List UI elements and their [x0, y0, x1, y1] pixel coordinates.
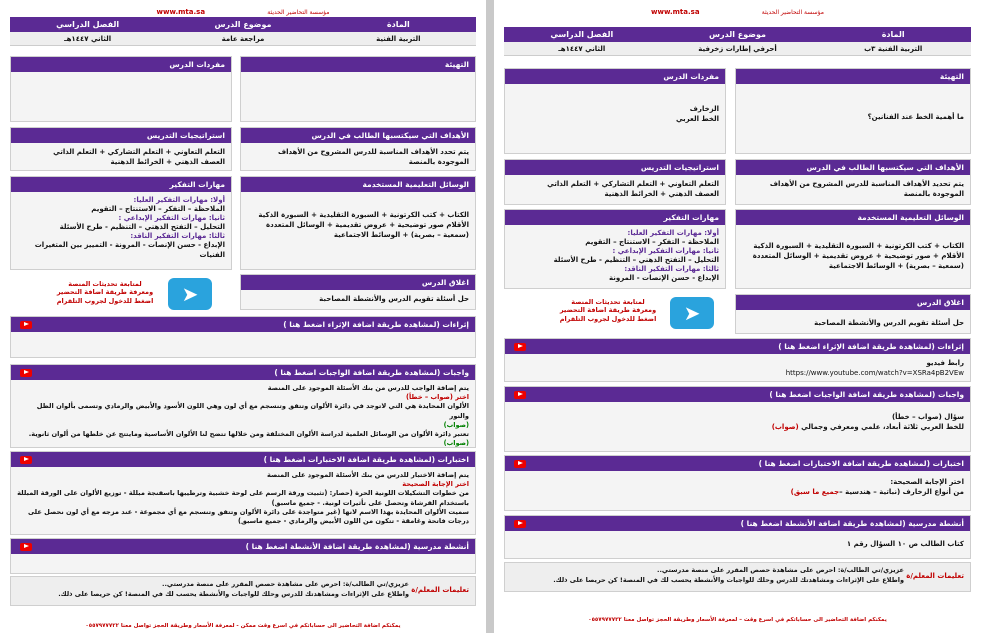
tests-l6: درجات فاتحة وغامقة - تتكون من اللون الأبيض والرمادي - جميع ماسبق)	[238, 517, 469, 526]
activities-title[interactable]	[505, 516, 970, 531]
skills-section	[504, 209, 726, 289]
goals-section	[735, 159, 971, 205]
skills-h3: ثالثا: مهارات التفكير الناقد:	[130, 232, 225, 241]
header-value-subject: التربية الفنية	[376, 35, 421, 43]
telegram-icon[interactable]: ➤	[168, 278, 212, 310]
skills-section	[10, 176, 232, 270]
tests-section	[10, 451, 476, 535]
intro-section	[240, 56, 476, 122]
header-label-term: الفصل الدراسي	[56, 20, 120, 29]
skills-title: مهارات التفكير	[11, 177, 231, 192]
youtube-icon[interactable]	[514, 343, 526, 351]
homework-l2: اختر (صواب – خطأ)	[405, 393, 469, 402]
page-footer: يمكنكم اضافة التحاضير الى حساباتكم في اسرع وقت ممكن - لمعرفة الأسعار وطريقة الحجز تواصل معنا ٠٥٥٧٩٧٧٧٢٢	[85, 623, 401, 629]
tools-line3: (سمعية – بصرية) + الوسائط الاجتماعية	[333, 231, 469, 240]
skills-h1: أولا: مهارات التفكير العليا:	[133, 196, 225, 204]
homework-title-text: واجبات (لمشاهدة طريقة اضافة الواجبات اضغط هنا )	[769, 390, 964, 399]
promo-line2: ومعرفة طريقة اضافة التحضير	[559, 306, 657, 315]
tools-title: الوسائل التعليمية المستخدمة	[736, 210, 970, 225]
activities-title-text: أنشطة مدرسية (لمشاهدة طريقة اضافة الأنشطة اضغط هنا )	[740, 519, 964, 528]
strategies-line2: العصف الذهني + الخرائط الذهنية	[110, 158, 225, 167]
vocab-title: مفردات الدرس	[505, 69, 725, 84]
goals-text: يتم تحديد الأهداف المناسبة للدرس المشروح من الأهداف الموجودة بالمنصة	[769, 180, 964, 199]
homework-l3: (صواب)	[771, 423, 799, 432]
activities-title-text: أنشطة مدرسية (لمشاهدة طريقة اضافة الأنشطة اضغط هنا )	[245, 542, 469, 551]
enrich-title-text: إثراءات (لمشاهدة طريقة اضافة الإثراء اضغط هنا )	[283, 320, 469, 329]
header-value-topic: أحرفي إطارات زخرفية	[698, 45, 777, 53]
header-value-term: الثاني ١٤٤٧هـ	[64, 35, 112, 43]
org-name: مؤسسة التحاضير الحديثة	[761, 9, 824, 16]
page-footer: يمكنكم اضافة التحاضير الى حساباتكم في اسرع وقت – لمعرفة الأسعار وطريقة الحجز تواصل معنا ٠٥٥٧٩٧٧٧٢٢	[588, 617, 887, 623]
skills-h2: ثانيا: مهارات التفكير الإبداعي :	[612, 247, 719, 256]
tests-l2: اختر الإجابة الصحيحة	[402, 480, 469, 489]
header-label-term: الفصل الدراسي	[550, 30, 614, 39]
skills-l2: التحليل – التفتح الذهني – التنظيم - طرح الأسئلة	[59, 223, 225, 232]
site-link[interactable]: www.mta.sa	[156, 8, 206, 16]
tests-l3: جميع ما سبق)	[790, 488, 840, 497]
homework-title[interactable]	[11, 365, 475, 380]
intro-title: التهيئة	[736, 69, 970, 84]
enrich-section	[10, 316, 476, 358]
vocab-title: مفردات الدرس	[11, 57, 231, 72]
teacher-notes	[504, 562, 971, 592]
header-labels	[504, 27, 971, 42]
skills-l2: التحليل – التفتح الذهني – التنظيم - طرح الأسئلة	[553, 256, 719, 265]
tests-l1: اختر الإجابة الصحيحة:	[890, 478, 964, 486]
intro-section	[735, 68, 971, 154]
tools-line1: الكتاب + كتب الكرتونية + السبورة التقليدية + السبورة الذكية	[258, 211, 469, 219]
strategies-section	[504, 159, 726, 205]
youtube-icon[interactable]	[20, 321, 32, 329]
homework-l6: (صواب)	[443, 439, 469, 448]
tests-title[interactable]	[11, 452, 475, 467]
tools-line1: الكتاب + كتب الكرتونية + السبورة التقليدية + السبورة الذكية	[753, 242, 964, 250]
header-label-topic: موضوع الدرس	[214, 20, 272, 29]
enrich-title-text: إثراءات (لمشاهدة طريقة اضافة الإثراء اضغط هنا )	[778, 342, 964, 351]
page-left	[0, 0, 486, 633]
vocab-section	[10, 56, 232, 122]
activities-section	[10, 538, 476, 574]
homework-l1: سؤال (صواب – خطأ)	[891, 413, 964, 421]
homework-title[interactable]	[505, 387, 970, 402]
skills-l1: الملاحظة – التفكر – الاستنتاج – التقويم	[91, 205, 225, 214]
strategies-line1: التعلم التعاوني + التعلم التشاركي + التعلم الذاتي	[53, 148, 225, 156]
intro-title: التهيئة	[241, 57, 475, 72]
tools-title: الوسائل التعليمية المستخدمة	[241, 177, 475, 192]
youtube-icon[interactable]	[514, 460, 526, 468]
homework-section	[10, 364, 476, 448]
tests-title-text: اختبارات (لمشاهدة طريقة اضافة الاختبارات اضغط هنا )	[758, 459, 964, 468]
goals-text: يتم تحدد الأهداف المناسبة للدرس المشروح من الأهداف الموجودة بالمنصة	[277, 148, 469, 167]
skills-l4: الفنيات	[199, 250, 225, 259]
tests-title[interactable]	[505, 456, 970, 471]
skills-title: مهارات التفكير	[505, 210, 725, 225]
tools-section	[735, 209, 971, 289]
tools-line3: (سمعية – بصرية) + الوسائط الاجتماعية	[828, 262, 964, 271]
homework-l5: تعتبر دائرة الألوان من الوسائل العلمية لدراسة الألوان المختلفة ومن خلالها تتضح لنا الألوان الأساسية ومايتتج عن خلطها من ألوان ثانوية.	[28, 430, 469, 439]
header-values	[10, 32, 476, 46]
closing-title: اغلاق الدرس	[241, 275, 475, 290]
skills-h1: أولا: مهارات التفكير العليا:	[627, 229, 719, 237]
promo-line3: اضغط للدخول لجروب التلقرام	[56, 296, 154, 305]
enrich-l1: رابط فيديو	[926, 359, 964, 367]
closing-section	[240, 274, 476, 310]
strategies-section	[10, 127, 232, 171]
telegram-promo[interactable]	[44, 280, 166, 305]
page-right	[494, 0, 981, 633]
header-label-subject: المادة	[386, 20, 410, 29]
site-link[interactable]: www.mta.sa	[651, 8, 700, 16]
intro-text: ما أهمية الخط عند الفنانين؟	[867, 113, 964, 121]
activities-text: كتاب الطالب ص ١٠ السؤال رقم ١	[846, 540, 964, 548]
promo-line3: اضغط للدخول لجروب التلقرام	[559, 314, 657, 323]
tests-section	[504, 455, 971, 511]
tools-section	[240, 176, 476, 270]
teacher-notes-label: تعليمات المعلم/ة	[906, 572, 964, 580]
tools-line2: الأقلام + صور توضيحية + عروض تقديمية + الوسائل المتعددة	[752, 252, 964, 261]
teacher-notes-l1: عزيزي/تي الطالب/ة: احرص على مشاهدة حصص المقرر على منصة مدرستي..	[161, 580, 409, 588]
header-values	[504, 42, 971, 56]
homework-l2: للخط العربي ثلاثة أبعاد، علمي ومعرفي وجمالي	[801, 423, 964, 432]
vocab-l2: الخط العربي	[675, 115, 719, 124]
page-gap	[486, 0, 494, 633]
tests-l3: من خطوات التشكيلات اللونية الحرة (حصار: (تثبيت ورقة الرسم على لوحة خشبية وترطيبها باسفنجة مبللة - توزيع الألوان على الورقة المبللة	[17, 489, 469, 498]
page-top-line	[494, 8, 981, 16]
teacher-notes-l2: واطلاع على الإثراءات ومشاهدتك للدرس وحلك للواجبات والأنشطة يحسب لك في المنصة! كن حريصا على ذلك.	[553, 575, 904, 584]
closing-text: حل أسئلة تقويم الدرس والأنشطة المصاحبة	[319, 295, 469, 303]
skills-h2: ثانيا: مهارات التفكير الإبداعي :	[118, 214, 225, 223]
header-label-topic: موضوع الدرس	[709, 30, 766, 39]
header-value-subject: التربية الفنية ٣ب	[864, 45, 923, 53]
skills-l3: الإبداع - حسن الإنصات - المرونة	[608, 274, 719, 283]
closing-text: حل أسئلة تقويم الدرس والأنشطة المصاحبة	[814, 319, 964, 327]
header-labels	[10, 17, 476, 32]
header-value-topic: مراجعة عامة	[221, 35, 265, 43]
homework-title-text: واجبات (لمشاهدة طريقة اضافة الواجبات اضغط هنا )	[274, 368, 469, 377]
goals-title: الأهداف التي سيكتسبها الطالب في الدرس	[736, 160, 970, 175]
youtube-icon[interactable]	[20, 369, 32, 377]
homework-l1: يتم إضافة الواجب للدرس من بنك الأسئلة الموجود على المنصة	[267, 384, 469, 392]
homework-section	[504, 386, 971, 452]
teacher-notes-l1: عزيزي/تي الطالب/ة: احرص على مشاهدة حصص المقرر على منصة مدرستي..	[656, 566, 904, 574]
activities-section	[504, 515, 971, 559]
goals-title: الأهداف التي سيكتسبها الطالب في الدرس	[241, 128, 475, 143]
tests-l4: باستخدام الفرشاة وتحصل على تأثيرات لونية. - جميع ماسبق)	[271, 498, 469, 507]
skills-l1: الملاحظة – التفكر – الاستنتاج – التقويم	[585, 238, 719, 247]
tests-l2: من أنواع الزخارف (نباتية – هندسية –	[839, 488, 964, 497]
skills-l3: الإبداع - حسن الإنصات - المرونة - التمييز بين المتغيرات	[34, 241, 225, 250]
strategies-title: استراتيجيات التدريس	[11, 128, 231, 143]
teacher-notes-l2: واطلاع على الإثراءات ومشاهدتك للدرس وحلك للواجبات والأنشطة يحسب لك في المنصة! كن حريصا على ذلك.	[58, 589, 409, 598]
enrich-title[interactable]	[505, 339, 970, 354]
telegram-promo[interactable]	[548, 298, 668, 323]
page-top-line	[0, 8, 486, 16]
youtube-icon[interactable]	[514, 391, 526, 399]
homework-l3: الألوان المحايدة هي التي لاتوجد في دائرة الألوان وتتفق وتنسجم مع أي لون وهي اللون الأسود والأبيض والرمادي وتسمى بألوان الظل والنور	[36, 402, 469, 420]
vocab-l1: الزخارف	[689, 105, 719, 113]
promo-line1: لمتابعة تحديثات المنصة	[571, 298, 645, 306]
header-value-term: الثاني ١٤٤٧هـ	[558, 45, 606, 53]
tests-title-text: اختبارات (لمشاهدة طريقة اضافة الاختبارات اضغط هنا )	[263, 455, 469, 464]
tests-l1: يتم إضافة الاختبار للدرس من بنك الأسئلة الموجود على المنصة	[266, 471, 469, 479]
tests-l5: سميت الألوان المحايدة بهذا الاسم لانها (غير متواجدة على دائرة الألوان وتتفق وتنسجم مع أي مجموعة - عند مزجه مع أي لون نحصل على	[27, 507, 469, 516]
strategies-title: استراتيجيات التدريس	[505, 160, 725, 175]
strategies-line1: التعلم التعاوني + التعلم التشاركي + التعلم الذاتي	[547, 180, 719, 188]
promo-line1: لمتابعة تحديثات المنصة	[68, 280, 142, 288]
closing-section	[735, 294, 971, 334]
youtube-icon[interactable]	[20, 456, 32, 464]
telegram-icon[interactable]: ➤	[670, 297, 714, 329]
promo-line2: ومعرفة طريقة اضافة التحضير	[56, 288, 154, 297]
org-name: مؤسسة التحاضير الحديثة	[267, 9, 330, 16]
enrich-video-link[interactable]: https://www.youtube.com/watch?v=XSRa4pB2VEw	[785, 369, 964, 378]
vocab-section	[504, 68, 726, 154]
closing-title: اغلاق الدرس	[736, 295, 970, 310]
enrich-section	[504, 338, 971, 382]
skills-h3: ثالثا: مهارات التفكير الناقد:	[624, 265, 719, 274]
goals-section	[240, 127, 476, 171]
homework-l4: (صواب)	[443, 420, 469, 429]
youtube-icon[interactable]	[514, 520, 526, 528]
youtube-icon[interactable]	[20, 543, 32, 551]
strategies-line2: العصف الذهني + الخرائط الذهنية	[604, 190, 719, 199]
tools-line2: الأقلام صور توضيحية + عروض تقديمية + الوسائل المتعددة	[266, 221, 469, 230]
activities-title[interactable]	[11, 539, 475, 554]
header-label-subject: المادة	[881, 30, 905, 39]
teacher-notes	[10, 576, 476, 606]
teacher-notes-label: تعليمات المعلم/ة	[411, 586, 469, 594]
enrich-title[interactable]	[11, 317, 475, 332]
